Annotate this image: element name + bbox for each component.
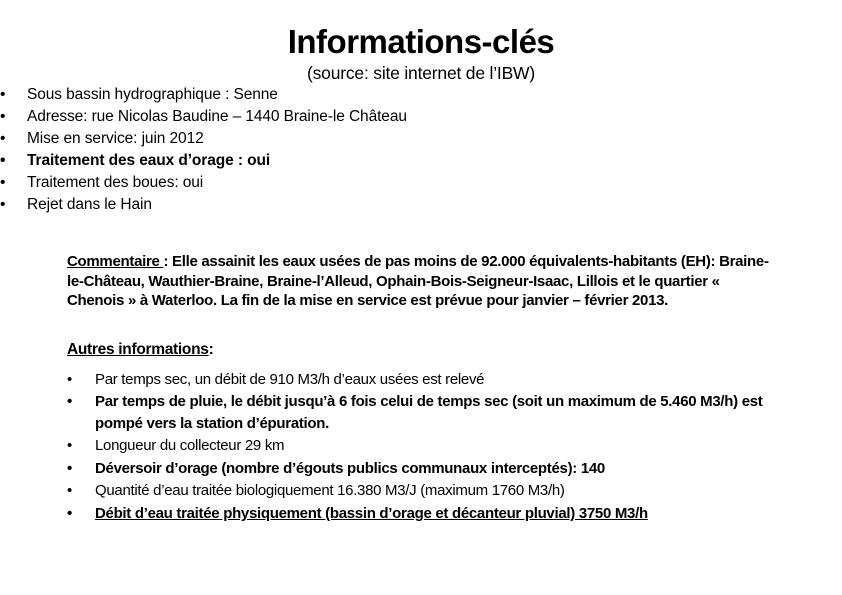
commentary-label: Commentaire — [67, 253, 164, 271]
list-item — [0, 106, 842, 128]
other-info-text: Par temps sec, un débit de 910 M3/h d’eaux usées est relevé — [95, 370, 485, 388]
fact-text: Mise en service: juin 2012 — [27, 130, 204, 148]
other-info-heading-text: Autres informations — [67, 340, 209, 358]
list-item — [67, 458, 782, 480]
other-info-text: Débit d’eau traitée physiquement (bassin d’orage et décanteur pluvial) 3750 M3/h — [95, 504, 648, 522]
page-subtitle: (source: site internet de l’IBW) — [307, 63, 535, 84]
list-item — [67, 435, 782, 457]
other-info-text: Longueur du collecteur 29 km — [95, 437, 285, 455]
key-facts-list — [0, 84, 842, 216]
other-info-heading-colon: : — [208, 340, 214, 358]
other-info-section — [67, 339, 782, 525]
other-info-list — [67, 369, 782, 525]
other-info-text: Par temps de pluie, le débit jusqu’à 6 fois celui de temps sec (soit un maximum de 5.460 M3/h) est pompé vers la station d’épuration. — [95, 393, 763, 432]
list-item — [67, 480, 782, 502]
fact-text: Adresse: rue Nicolas Baudine – 1440 Braine-le Château — [27, 108, 407, 126]
list-item — [67, 391, 782, 434]
other-info-text: Déversoir d’orage (nombre d’égouts publics communaux interceptés): 140 — [95, 459, 605, 477]
list-item — [0, 84, 842, 106]
other-info-heading — [67, 339, 782, 361]
commentary-text: Elle assainit les eaux usées de pas moins de 92.000 équivalents-habitants (EH): Braine-le-Château, Wauthier-Braine, Braine-l’Alleud, Ophain-Bois-Seigneur-Isaac, Lillois et le quartier « Chenois » à Waterloo. La fin de la mise en service est prévue pour janvier – février 2013. — [67, 253, 769, 310]
other-info-text: Quantité d’eau traitée biologiquement 16.380 M3/J (maximum 1760 M3/h) — [95, 482, 565, 500]
list-item — [0, 172, 842, 194]
list-item — [0, 128, 842, 150]
fact-text: Traitement des eaux d’orage : oui — [27, 152, 271, 170]
commentary-paragraph — [67, 252, 778, 311]
page-title: Informations-clés — [287, 23, 555, 60]
fact-text: Rejet dans le Hain — [27, 196, 152, 214]
list-item — [67, 503, 782, 525]
list-item — [67, 369, 782, 391]
list-item — [0, 150, 842, 172]
commentary-separator: : — [163, 253, 173, 271]
list-item — [0, 194, 842, 216]
fact-text: Sous bassin hydrographique : Senne — [27, 86, 278, 104]
fact-text: Traitement des boues: oui — [27, 174, 204, 192]
